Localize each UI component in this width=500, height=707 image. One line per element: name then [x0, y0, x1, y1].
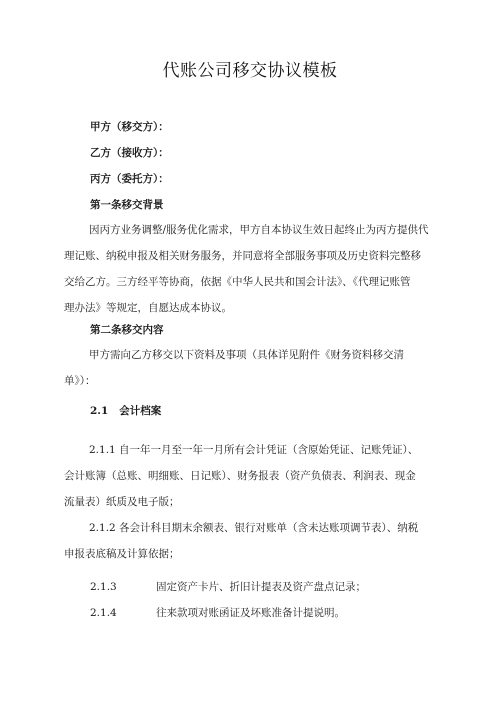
article-1-body	[64, 217, 452, 321]
article-1-line: 理办法》等规定，自愿达成本协议。	[64, 302, 232, 314]
article-2-body	[64, 342, 452, 394]
party-b-label: 乙方（接收方）：	[90, 147, 169, 159]
item-2-1-3-text: 固定资产卡片、折旧计提表及资产盘点记录；	[156, 581, 366, 593]
item-2-1-1-line: 流量表）纸质及电子版；	[64, 496, 180, 508]
party-c-label: 丙方（委托方）：	[90, 173, 169, 185]
section-2-1-number: 2.1	[90, 405, 109, 417]
item-2-1-2-line: 申报表底稿及计算依据；	[64, 548, 180, 560]
item-2-1-1-line: 会计账簿（总账、明细账、日记账）、财务报表（资产负债表、利润表、现金	[64, 470, 416, 482]
document-title: 代账公司移交协议模板	[162, 61, 338, 81]
section-2-1-title: 会计档案	[119, 405, 162, 417]
article-2-heading: 第二条移交内容	[90, 324, 164, 336]
item-2-1-4-text: 往来款项对账函证及坏账准备计提说明。	[156, 607, 345, 619]
item-2-1-2	[64, 515, 452, 567]
item-2-1-3-number: 2.1.3	[90, 581, 117, 593]
item-2-1-1	[64, 437, 452, 515]
article-1-line: 交给乙方。三方经平等协商，依据《中华人民共和国会计法》、《代理记账管	[64, 276, 411, 288]
item-2-1-1-line: 2.1.1 自一年一月至一年一月所有会计凭证（含原始凭证、记账凭证）、	[89, 444, 419, 456]
item-2-1-2-line: 2.1.2 各会计科目期末余额表、银行对账单（含未达账项调节表）、纳税	[89, 522, 419, 534]
article-2-line: 单》）：	[64, 375, 96, 387]
item-2-1-4-number: 2.1.4	[90, 607, 117, 619]
item-2-1-4	[90, 606, 345, 620]
party-a-label: 甲方（移交方）：	[90, 121, 169, 133]
article-1-heading: 第一条移交背景	[90, 199, 164, 211]
article-2-line: 甲方需向乙方移交以下资料及事项（具体详见附件《财务资料移交清	[89, 349, 404, 361]
article-1-line: 理记账、纳税申报及相关财务服务，并同意将全部服务事项及历史资料完整移	[64, 250, 421, 262]
item-2-1-3	[90, 580, 366, 594]
section-2-1-heading	[90, 404, 161, 418]
article-1-line: 因丙方业务调整/服务优化需求，甲方自本协议生效日起终止为丙方提供代	[89, 224, 429, 236]
